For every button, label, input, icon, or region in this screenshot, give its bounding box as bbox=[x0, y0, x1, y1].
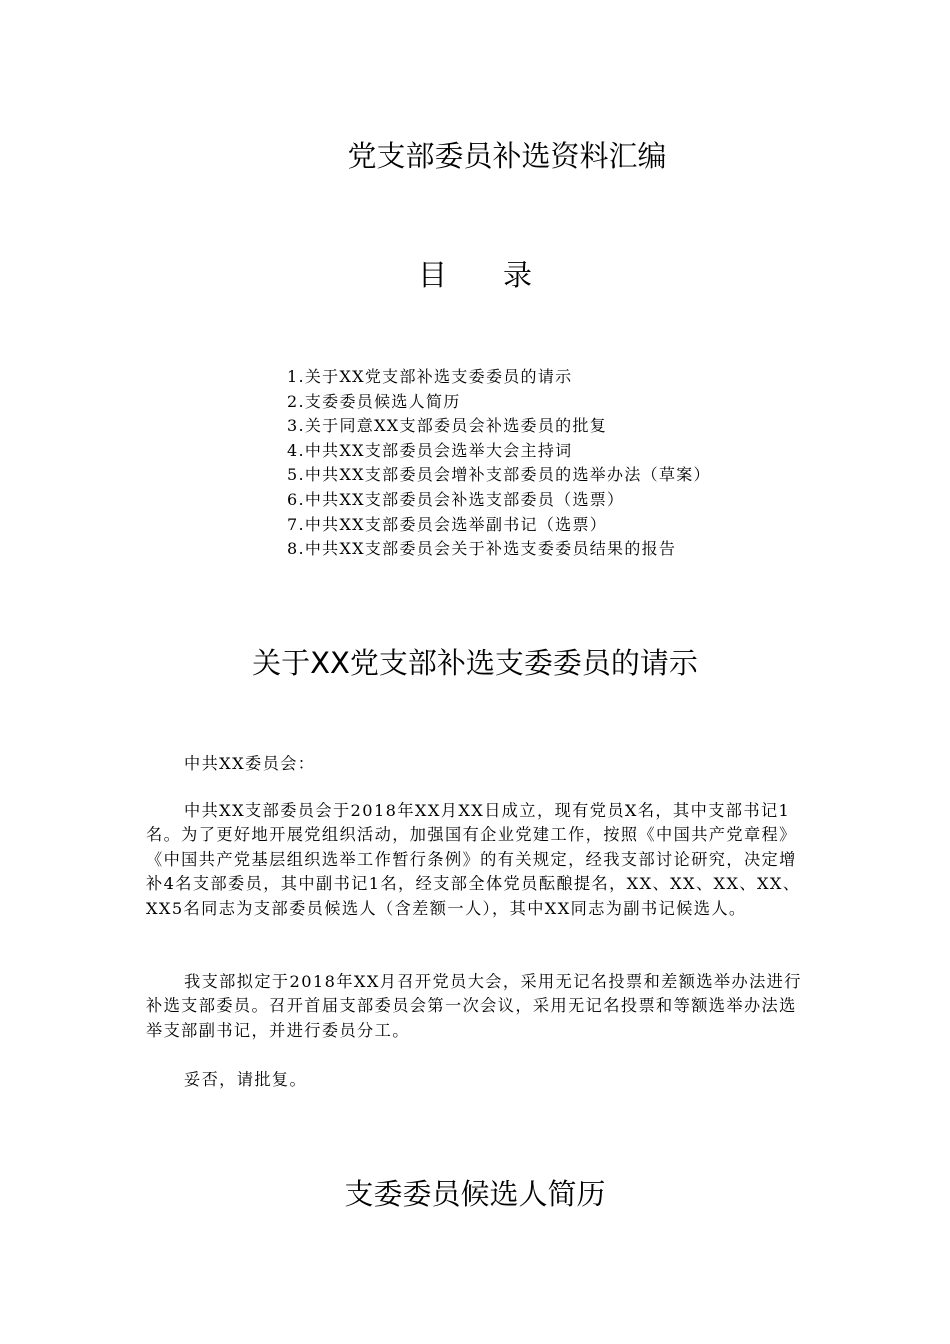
section-title-request: 关于XX党支部补选支委委员的请示 bbox=[252, 646, 698, 680]
toc-item[interactable]: 4.中共XX支部委员会选举大会主持词 bbox=[287, 440, 573, 460]
body-paragraph: 我支部拟定于2018年XX月召开党员大会，采用无记名投票和差额选举办法进行补选支部委员。召开首届支部委员会第一次会议，采用无记名投票和等额选举办法选举支部副书记，并进行委员分工。 bbox=[146, 972, 802, 1040]
toc-item[interactable]: 7.中共XX支部委员会选举副书记（选票） bbox=[287, 514, 608, 534]
salutation: 中共XX委员会： bbox=[184, 754, 316, 773]
toc-item[interactable]: 6.中共XX支部委员会补选支部委员（选票） bbox=[287, 489, 625, 509]
table-of-contents bbox=[287, 365, 711, 562]
toc-item[interactable]: 5.中共XX支部委员会增补支部委员的选举办法（草案） bbox=[287, 465, 711, 485]
toc-heading bbox=[0, 253, 950, 294]
section-title-resumes: 支委委员候选人简历 bbox=[344, 1177, 606, 1211]
closing-line: 妥否，请批复。 bbox=[184, 1070, 308, 1089]
body-paragraph: 中共XX支部委员会于2018年XX月XX日成立，现有党员X名，其中支部书记1名。为了更好地开展党组织活动，加强国有企业党建工作，按照《中国共产党章程》《中国共产党基层组织选举工作暂行条例》的有关规定，经我支部讨论研究，决定增补4名支部委员，其中副书记1名，经支部全体党员酝酿提名，XX、XX、XX、XX、XX5名同志为支部委员候选人（含差额一人），其中XX同志为副书记候选人。 bbox=[146, 801, 801, 918]
toc-heading-left: 目 bbox=[417, 258, 447, 292]
document-title: 党支部委员补选资料汇编 bbox=[347, 139, 667, 173]
toc-heading-right: 录 bbox=[503, 258, 533, 292]
toc-item[interactable]: 3.关于同意XX支部委员会补选委员的批复 bbox=[287, 416, 608, 436]
toc-item[interactable]: 1.关于XX党支部补选支委委员的请示 bbox=[287, 367, 573, 386]
toc-item[interactable]: 8.中共XX支部委员会关于补选支委委员结果的报告 bbox=[287, 539, 677, 559]
toc-item[interactable]: 2.支委委员候选人简历 bbox=[287, 391, 461, 411]
